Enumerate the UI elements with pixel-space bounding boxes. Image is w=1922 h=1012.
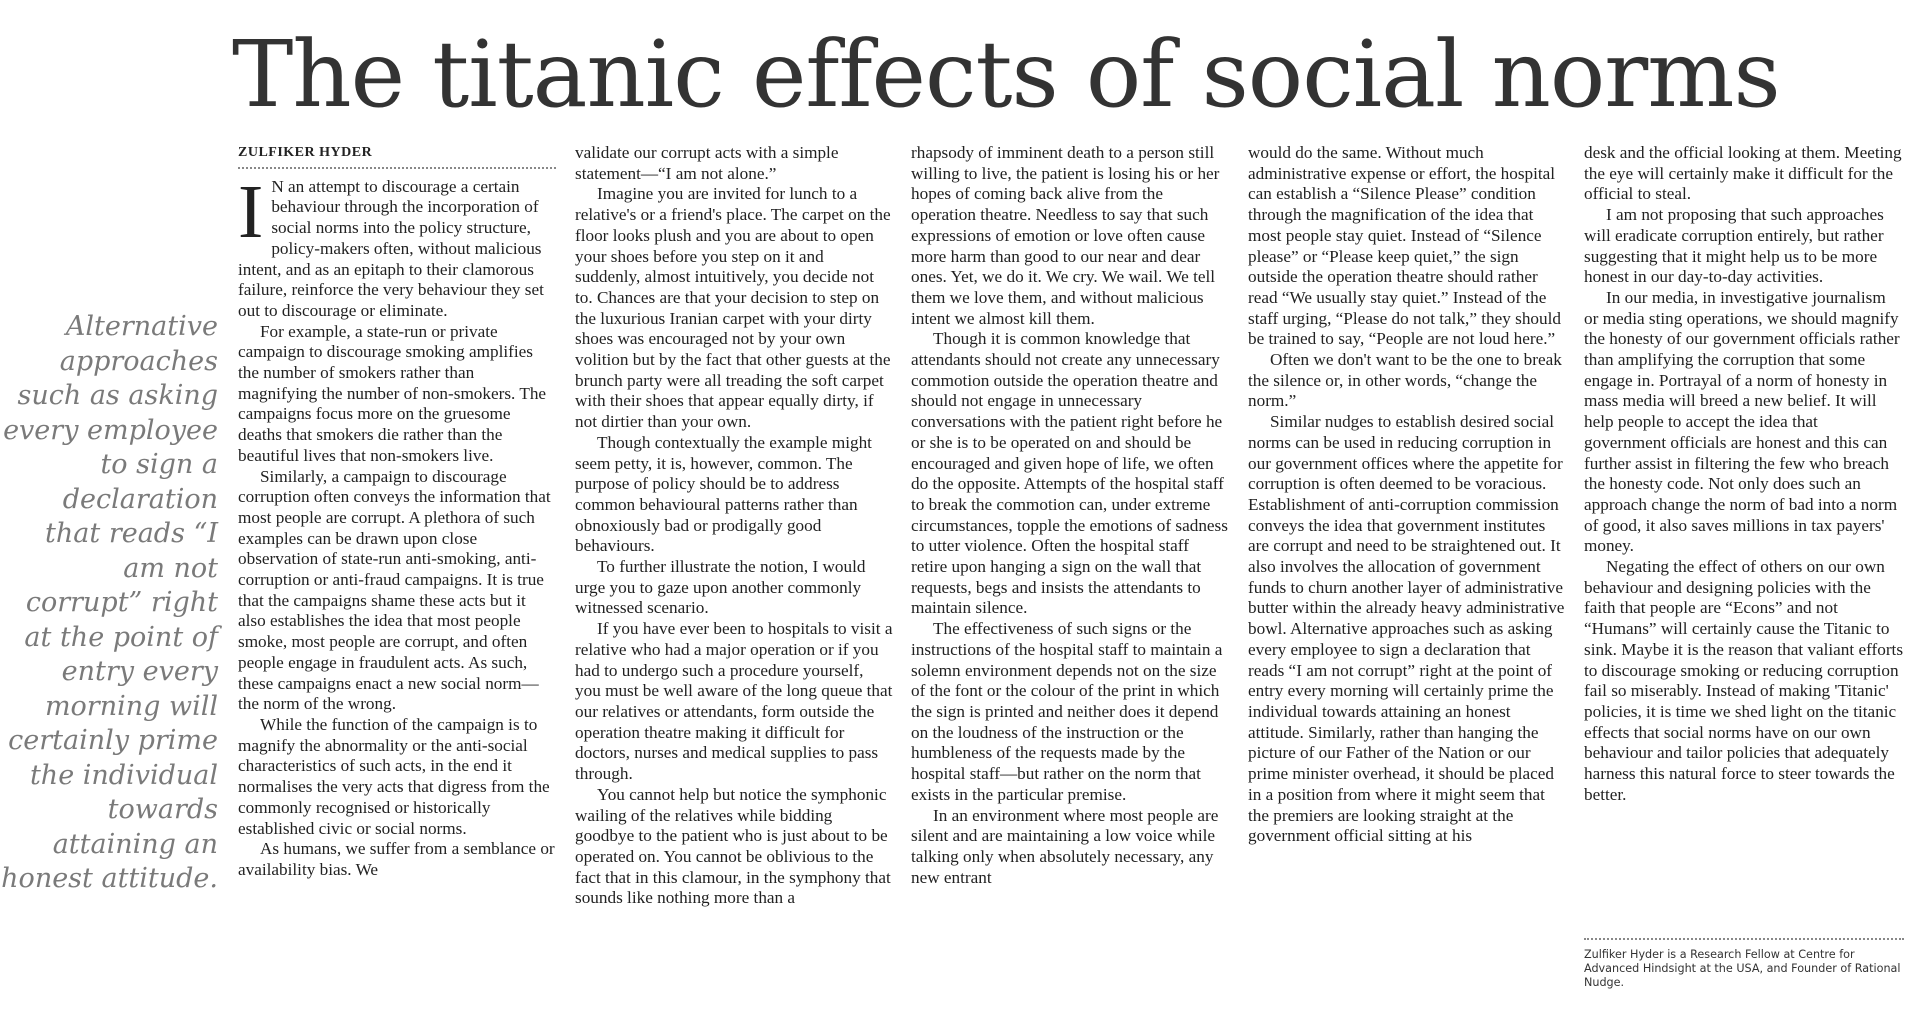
article-column-4 xyxy=(1248,143,1566,847)
paragraph: Imagine you are invited for lunch to a relative's or a friend's place. The carpet on the floor looks plush and you are about to open your shoes before you step on it and suddenly, almost intuitively, you decide not to. Chances are that your decision to step on the luxurious Iranian carpet with your dirty shoes was encouraged not by your own volition but by the fact that other guests at the brunch party were all treading the soft carpet with their shoes that appear equally dirty, if not dirtier than your own. xyxy=(575,184,891,432)
paragraph: Though contextually the example might seem petty, it is, however, common. The purpose of policy should be to address common behavioural patterns rather than obnoxiously bad or prodigally good behaviours. xyxy=(575,432,872,556)
paragraph: desk and the official looking at them. Meeting the eye will certainly make it difficult for the official to steal. xyxy=(1584,143,1902,204)
paragraph: would do the same. Without much administrative expense or effort, the hospital can establish a “Silence Please” condition through the magnification of the idea that most people stay quiet. Instead of “Silence please” or “Please keep quiet,” the sign outside the operation theatre should rather read “We usually stay quiet.” Instead of the staff urging, “Please do not talk,” they should be trained to say, “People are not loud here.” xyxy=(1248,143,1561,349)
author-note: Zulfiker Hyder is a Research Fellow at Centre for Advanced Hindsight at the USA, and Founder of Rational Nudge. xyxy=(1584,938,1904,990)
paragraph: While the function of the campaign is to magnify the abnormality or the anti-social characteristics of such acts, in the end it normalises the very acts that digress from the commonly recognised or historically established civic or social norms. xyxy=(238,714,550,838)
paragraph: validate our corrupt acts with a simple statement—“I am not alone.” xyxy=(575,143,839,183)
paragraph: I am not proposing that such approaches will eradicate corruption entirely, but rather suggesting that it might help us to be more honest in our day-to-day activities. xyxy=(1584,205,1884,287)
article-column-5 xyxy=(1584,143,1904,806)
paragraph: Similar nudges to establish desired social norms can be used in reducing corruption in our government offices where the appetite for corruption is often deemed to be voracious. Establishment of anti-corruption commission conveys the idea that government institutes are corrupt and need to be straightened out. It also involves the allocation of government funds to churn another layer of administrative butter within the already heavy administrative bowl. Alternative approaches such as asking every employee to sign a declaration that reads “I am not corrupt” right at the point of entry every morning will certainly prime the individual towards attaining an honest attitude. Similarly, rather than hanging the picture of our Father of the Nation or our prime minister overhead, it should be placed in a position from where it might seem that the premiers are looking straight at the government official sitting at his xyxy=(1248,412,1565,846)
paragraph: Negating the effect of others on our own behaviour and designing policies with the faith that people are “Econs” and not “Humans” will certainly cause the Titanic to sink. Maybe it is the reason that valiant efforts to discourage smoking or reducing corruption fail so miserably. Instead of making 'Titanic' policies, it is time we shed light on the titanic effects that social norms have on our own behaviour and tailor policies that adequately harness this natural force to steer towards the better. xyxy=(1584,557,1904,804)
paragraph: Often we don't want to be the one to break the silence or, in other words, “change the norm.” xyxy=(1248,350,1562,411)
headline: The titanic effects of social norms xyxy=(232,21,1780,128)
paragraph: If you have ever been to hospitals to visit a relative who had a major operation or if you had to undergo such a procedure yourself, you must be well aware of the long queue that our relatives or attendants, form outside the operation theatre making it difficult for doctors, nurses and medical supplies to pass through. xyxy=(575,619,893,784)
paragraph: In our media, in investigative journalism or media sting operations, we should magnify the honesty of our government officials rather than amplifying the corruption that some engage in. Portrayal of a norm of honesty in mass media will breed a new belief. It will help people to accept the idea that government officials are honest and this can further assist in filtering the few who breach the honesty code. Not only does such an approach change the norm of bad into a norm of good, it also saves millions in tax payers' money. xyxy=(1584,287,1900,556)
paragraph: rhapsody of imminent death to a person still willing to live, the patient is losing his or her hopes of coming back alive from the operation theatre. Needless to say that such expressions of emotion or love often cause more harm than good to our near and dear ones. Yet, we do it. We cry. We wail. We tell them we love them, and without malicious intent we almost kill them. xyxy=(911,143,1220,328)
paragraph: The effectiveness of such signs or the instructions of the hospital staff to maintain a solemn environment depends not on the size of the font or the colour of the print in which the sign is printed and neither does it depend on the loudness of the instruction or the humbleness of the requests made by the hospital staff—but rather on the norm that exists in the particular premise. xyxy=(911,619,1223,804)
paragraph: You cannot help but notice the symphonic wailing of the relatives while bidding goodbye to the patient who is just about to be operated on. You cannot be oblivious to the fact that in this clamour, in the symphony that sounds like nothing more than a xyxy=(575,784,891,908)
article-column-2 xyxy=(575,143,893,909)
drop-cap: I xyxy=(238,169,264,254)
paragraph: To further illustrate the notion, I would urge you to gaze upon another commonly witnessed scenario. xyxy=(575,557,866,618)
article-column-3 xyxy=(911,143,1229,888)
byline: ZULFIKER HYDER xyxy=(238,143,556,169)
paragraph: As humans, we suffer from a semblance or availability bias. We xyxy=(238,839,555,879)
paragraph: In an environment where most people are silent and are maintaining a low voice while talking only when absolutely necessary, any new entrant xyxy=(911,805,1219,887)
paragraph: Though it is common knowledge that attendants should not create any unnecessary commotion outside the operation theatre and should not engage in unnecessary conversations with the patient right before he or she is to be operated on and should be encouraged and given hope of life, we often do the opposite. Attempts of the hospital staff to break the commotion can, under extreme circumstances, topple the emotions of sadness to utter violence. Often the hospital staff retire upon hanging a sign on the wall that requests, begs and insists the attendants to maintain silence. xyxy=(911,329,1228,618)
paragraph: For example, a state-run or private campaign to discourage smoking amplifies the number of smokers rather than magnifying the number of non-smokers. The campaigns focus more on the gruesome deaths that smokers die rather than the beautiful lives that non-smokers live. xyxy=(238,321,547,465)
pull-quote: Alternative approaches such as asking every employee to sign a declaration that reads “I am not corrupt” right at the point of entry every morning will certainly prime the individual towards attaining an honest attitude. xyxy=(1,311,218,894)
paragraph: Similarly, a campaign to discourage corruption often conveys the information that most people are corrupt. A plethora of such examples can be drawn upon close observation of state-run anti-smoking, anti-corruption or anti-fraud campaigns. It is true that the campaigns shame these acts but it also establishes the idea that most people smoke, most people are corrupt, and often people engage in fraudulent acts. As such, these campaigns enact a new social norm—the norm of the wrong. xyxy=(238,466,551,714)
article-column-1 xyxy=(238,143,556,881)
paragraph: N an attempt to discourage a certain behaviour through the incorporation of social norms into the policy structure, policy-makers often, without malicious intent, and as an epitaph to their clamorous failure, reinforce the very behaviour they set out to discourage or eliminate. xyxy=(238,176,544,320)
